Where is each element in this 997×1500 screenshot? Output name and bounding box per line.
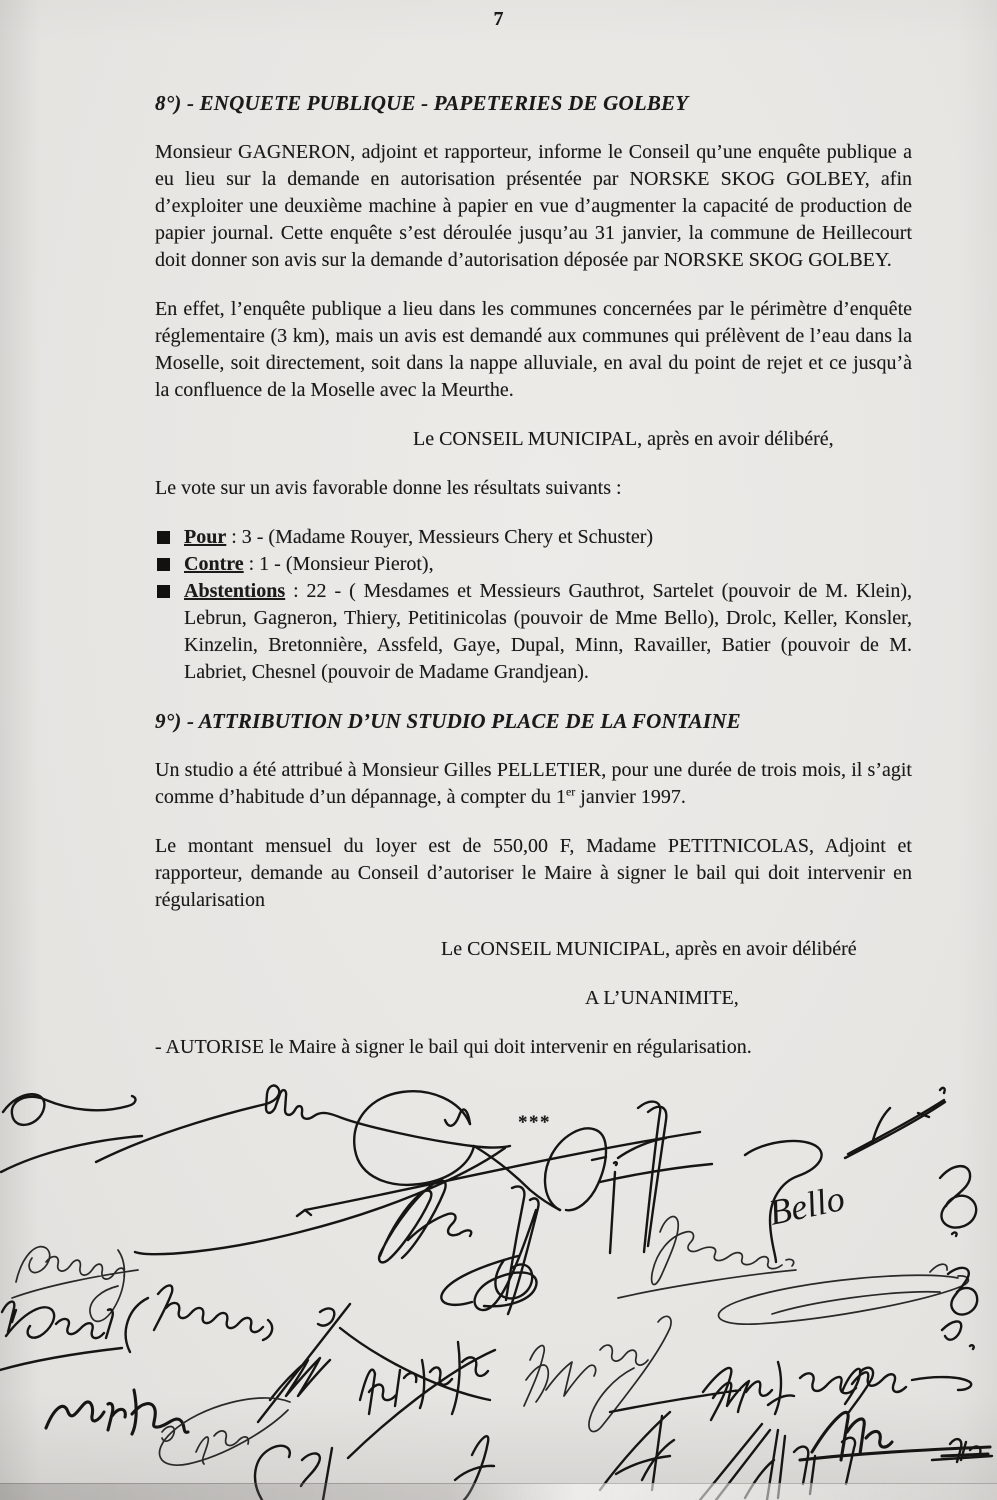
section-9-heading: 9°) - ATTRIBUTION D’UN STUDIO PLACE DE LA FONTAINE [155, 709, 741, 733]
vote-result-contre [155, 551, 912, 578]
vote-intro-line: Le vote sur un avis favorable donne les résultats suivants : [155, 477, 622, 499]
section-8-paragraph-1: Monsieur GAGNERON, adjoint et rapporteur, informe le Conseil qu’une enquête publique a eu lieu sur la demande en autorisation présentée par NORSKE SKOG GOLBEY, afin d’exploiter une deuxième machine à papier en vue d’augmenter la capacité de production de papier journal. Cette enquête s’est déroulée jusqu’au 31 janvier, la commune de Heillecourt doit donner son avis sur la demande d’autorisation déposée par NORSKE SKOG GOLBEY. [155, 141, 912, 271]
signature-stroke-25 [524, 1316, 671, 1431]
signature-stroke-18 [0, 1302, 122, 1370]
signatures-overlay [0, 1060, 997, 1500]
section-9 [155, 708, 912, 1061]
bullet-square-icon [157, 531, 170, 544]
asterisks-mark: *** [518, 1112, 551, 1133]
vote-result-abstentions [155, 578, 912, 686]
signature-stroke-4 [135, 1148, 505, 1254]
vote-result-pour [155, 524, 912, 551]
signature-stroke-12 [940, 1166, 976, 1236]
section-8-deliberation-line: Le CONSEIL MUNICIPAL, après en avoir délibéré, [413, 428, 834, 450]
section-8-heading: 8°) - ENQUETE PUBLIQUE - PAPETERIES DE GOLBEY [155, 91, 689, 115]
section-9-paragraph-2: Le montant mensuel du loyer est de 550,00 F, Madame PETITNICOLAS, Adjoint et rapporteur, demande au Conseil d’autoriser le Maire à signer le bail qui doit intervenir en régularisation [155, 835, 912, 911]
unanimity-line: A L’UNANIMITE, [585, 987, 739, 1009]
signature-stroke-26 [719, 1264, 969, 1324]
paragraph-text: Un studio a été attribué à Monsieur Gilles PELLETIER, pour une durée de trois mois, il s’agit comme d’habitude d’un dépannage, à compter du 1 [155, 759, 912, 808]
signature-stroke-1 [3, 1094, 135, 1125]
signature-stroke-29 [800, 1412, 990, 1460]
vote-detail-pour: : 3 - (Madame Rouyer, Messieurs Chery et Schuster) [226, 526, 654, 548]
section-9-deliberation-line: Le CONSEIL MUNICIPAL, après en avoir délibéré [441, 938, 857, 960]
signature-stroke-5 [354, 1091, 474, 1185]
vote-detail-abstentions: : 22 - ( Mesdames et Messieurs Gauthrot, Sartelet (pouvoir de M. Klein), Lebrun, Gagneron, Thiery, Petitinicolas (pouvoir de Mme Bello), Drolc, Keller, Konsler, Kinzelin, Bretonnière, Assfeld, Gaye, Dupal, Minn, Ravailler, Batier (pouvoir de M. Labriet, Chesnel (pouvoir de Madame Grandjean). [184, 580, 912, 683]
signature-stroke-11 [845, 1088, 945, 1158]
section-8-paragraph-2: En effet, l’enquête publique a lieu dans les communes concernées par le périmètre d’enquête réglementaire (3 km), mais un avis est demandé aux communes qui prélèvent de l’eau dans la Moselle, soit directement, soit dans la nappe alluviale, en aval du point de rejet et ce jusqu’à la confluence de la Moselle avec la Meurthe. [155, 298, 912, 401]
scan-bottom-edge [0, 1483, 997, 1500]
signature-stroke-28 [842, 1369, 971, 1404]
bullet-square-icon [157, 558, 170, 571]
decision-line: - AUTORISE le Maire à signer le bail qui doit intervenir en régularisation. [155, 1036, 752, 1058]
superscript-er: er [565, 784, 576, 799]
signature-stroke-2 [1, 1136, 142, 1172]
document-body [155, 90, 912, 1061]
signature-stroke-14 [12, 1247, 138, 1322]
page-number: 7 [493, 8, 504, 30]
section-8 [155, 90, 912, 686]
signature-bello-name: Bello [765, 1177, 848, 1233]
signature-stroke-19 [126, 1285, 272, 1352]
signature-stroke-27 [610, 1362, 873, 1420]
vote-label-pour: Pour [184, 526, 227, 548]
vote-detail-contre: : 1 - (Monsieur Pierot), [243, 553, 434, 575]
signature-stroke-22 [159, 1398, 290, 1465]
vote-results-list [155, 524, 912, 686]
signature-stroke-31 [600, 1412, 674, 1490]
signature-stroke-10 [592, 1102, 712, 1253]
signature-stroke-7 [545, 1128, 606, 1210]
vote-label-contre: Contre [184, 553, 244, 575]
vote-label-abstentions: Abstentions [184, 580, 286, 602]
bullet-square-icon [157, 585, 170, 598]
signature-stroke-32 [942, 1268, 977, 1349]
signature-stroke-15 [495, 1186, 532, 1300]
section-9-paragraph-1 [155, 757, 912, 811]
signature-stroke-23 [348, 1342, 495, 1458]
paragraph-text: janvier 1997. [575, 786, 686, 808]
